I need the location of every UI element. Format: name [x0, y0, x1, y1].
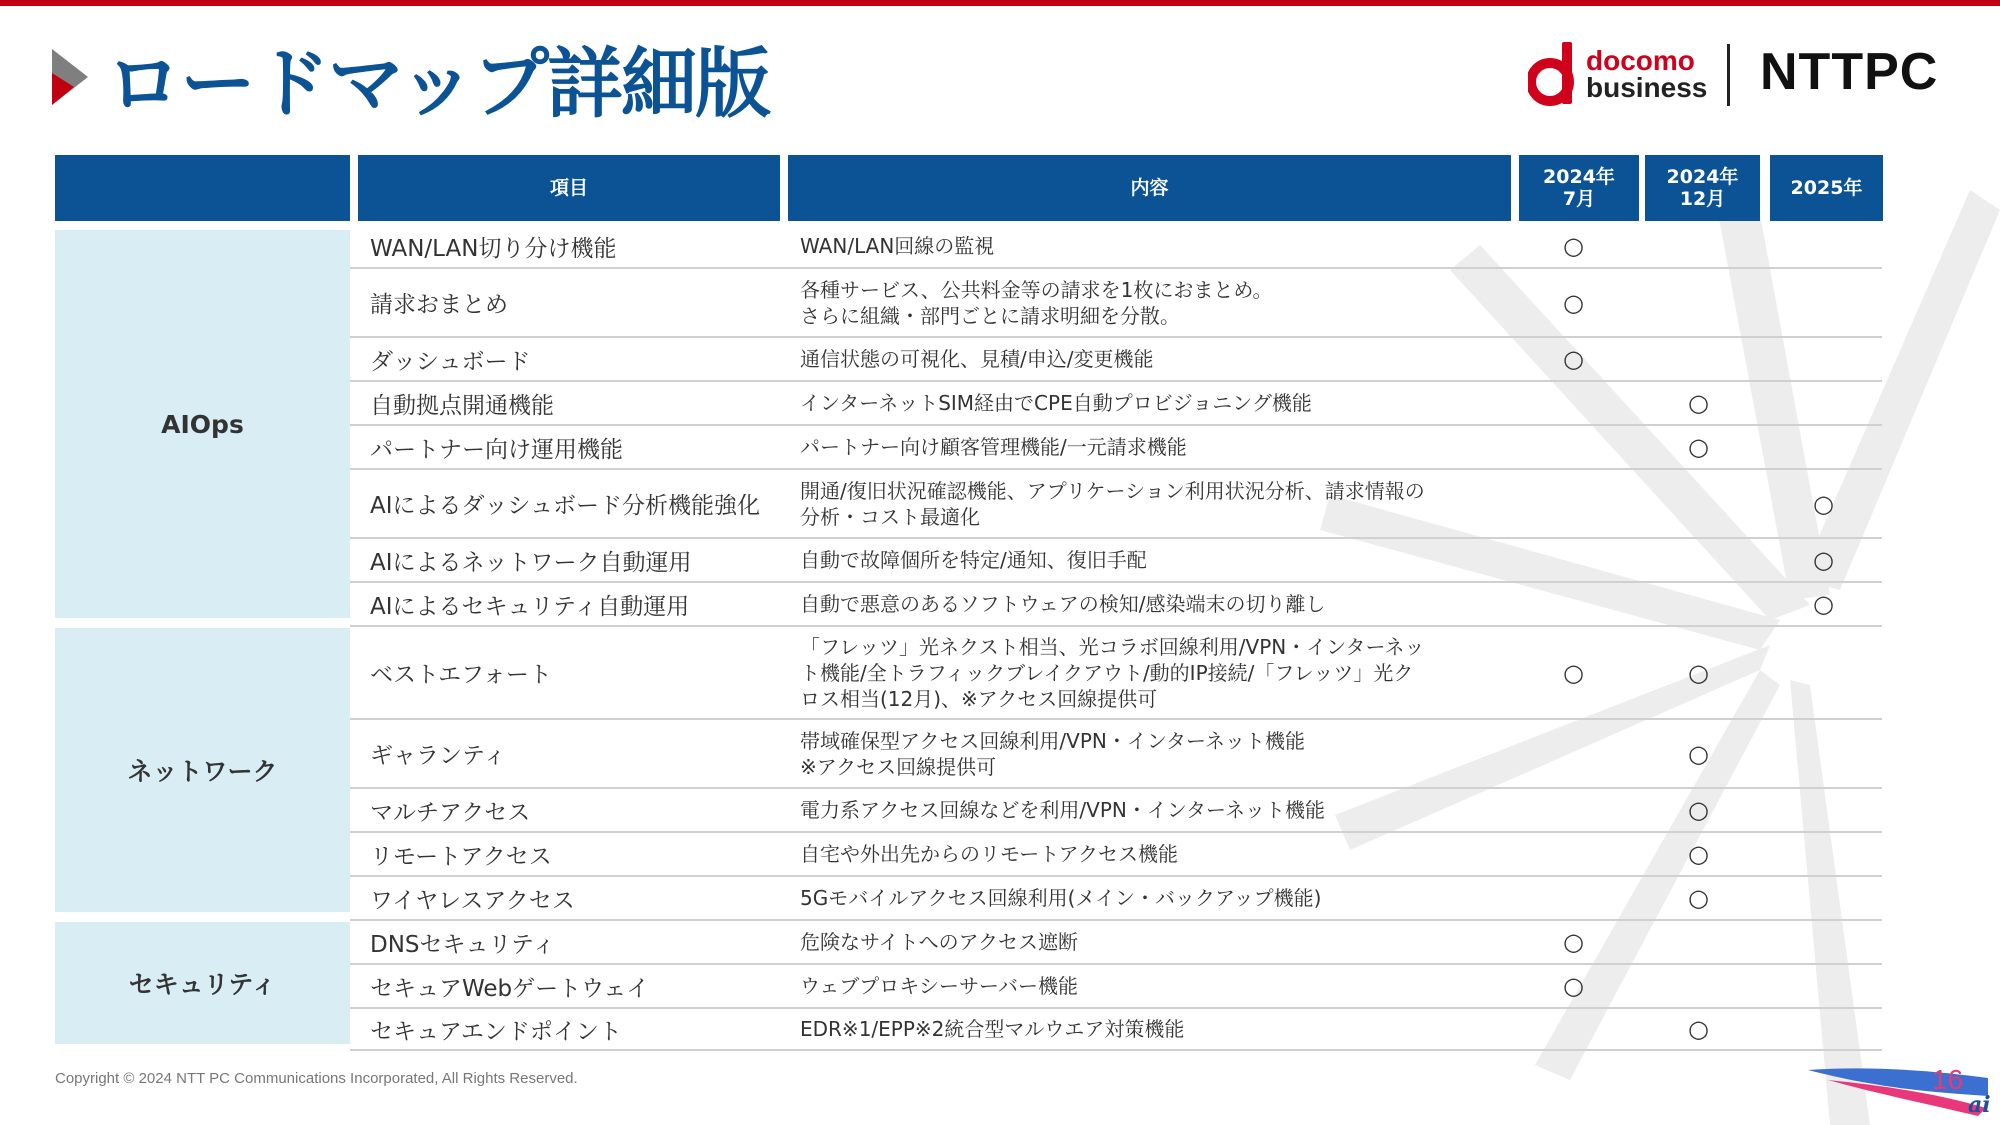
- table-row: [350, 833, 1882, 877]
- table-row: [350, 225, 1882, 269]
- mark-2024-jul: [1511, 382, 1636, 424]
- row-content: パートナー向け顧客管理機能/一元請求機能: [800, 435, 1187, 459]
- table-row: [350, 877, 1882, 921]
- mark-2024-dec: ○: [1688, 1015, 1709, 1043]
- row-content: 自動で故障個所を特定/通知、復旧手配: [800, 548, 1147, 572]
- table-row: [350, 269, 1882, 338]
- mark-2025: ○: [1813, 489, 1834, 518]
- row-item: ワイヤレスアクセス: [370, 887, 575, 914]
- mark-2025: [1761, 426, 1886, 468]
- logo-docomo-text: docomo: [1586, 45, 1695, 76]
- table-row: [350, 1009, 1882, 1051]
- mark-2024-dec: [1636, 921, 1761, 963]
- row-item: ベストエフォート: [370, 662, 552, 688]
- header-2024-jul: 2024年 7月: [1519, 155, 1639, 221]
- mark-2024-dec: [1636, 539, 1761, 581]
- mark-2024-dec: [1636, 470, 1761, 537]
- page-title: ロードマップ詳細版: [106, 38, 769, 128]
- mark-2024-dec: ○: [1688, 433, 1709, 461]
- mark-2024-dec: [1636, 269, 1761, 336]
- mark-2024-jul: [1511, 720, 1636, 787]
- mark-2024-jul: ○: [1563, 658, 1584, 687]
- mark-2024-jul: [1511, 426, 1636, 468]
- mark-2024-dec: ○: [1688, 658, 1709, 687]
- row-item: WAN/LAN切り分け機能: [370, 235, 617, 262]
- mark-2025: ○: [1813, 546, 1834, 574]
- header-item: 項目: [358, 155, 780, 221]
- mark-2025: [1761, 269, 1886, 336]
- mark-2024-jul: [1511, 789, 1636, 831]
- row-content: 自宅や外出先からのリモートアクセス機能: [800, 842, 1178, 866]
- row-item: セキュアエンドポイント: [370, 1018, 622, 1045]
- row-content: 「フレッツ」光ネクスト相当、光コラボ回線利用/VPN・インターネッ ト機能/全トラフィックブレイクアウト/動的IP接続/「フレッツ」光ク ロス相当(12月)、※アクセス回線提供可: [800, 634, 1425, 711]
- row-item: AIによるセキュリティ自動運用: [370, 593, 690, 620]
- logo-divider: [1727, 44, 1730, 106]
- row-content: 5Gモバイルアクセス回線利用(メイン・バックアップ機能): [800, 886, 1322, 910]
- mark-2025: [1761, 382, 1886, 424]
- mark-2024-jul: [1511, 539, 1636, 581]
- table-row: [350, 921, 1882, 965]
- row-item: AIによるダッシュボード分析機能強化: [370, 493, 761, 519]
- row-content: 電力系アクセス回線などを利用/VPN・インターネット機能: [800, 798, 1326, 822]
- mark-2024-jul: [1511, 833, 1636, 875]
- mark-2024-jul: ○: [1563, 345, 1584, 373]
- table-row: [350, 382, 1882, 426]
- mark-2024-dec: [1636, 583, 1761, 625]
- mark-2024-dec: [1636, 225, 1761, 267]
- top-accent-bar: [0, 0, 2000, 6]
- mark-2024-dec: ○: [1688, 739, 1709, 768]
- mark-2024-dec: ○: [1688, 389, 1709, 417]
- page-number: 16: [1932, 1064, 1964, 1095]
- row-content: 自動で悪意のあるソフトウェアの検知/感染端末の切り離し: [800, 592, 1326, 616]
- mark-2025: [1761, 965, 1886, 1007]
- table-row: [350, 789, 1882, 833]
- mark-2025: [1761, 877, 1886, 919]
- row-item: 請求おまとめ: [370, 292, 508, 318]
- mark-2025: [1761, 789, 1886, 831]
- row-content: WAN/LAN回線の監視: [800, 234, 995, 258]
- mark-2024-jul: ○: [1563, 972, 1584, 1000]
- table-row: [350, 426, 1882, 470]
- table-row: [350, 720, 1882, 789]
- mark-2024-jul: [1511, 583, 1636, 625]
- mark-2025: [1761, 627, 1886, 718]
- mark-2025: [1761, 1009, 1886, 1049]
- table-row: [350, 539, 1882, 583]
- row-item: パートナー向け運用機能: [370, 436, 623, 463]
- docomo-business-logo: [1528, 42, 1707, 106]
- row-content: 開通/復旧状況確認機能、アプリケーション利用状況分析、請求情報の 分析・コスト最適化: [800, 478, 1425, 529]
- header-content: 内容: [788, 155, 1511, 221]
- row-content: 通信状態の可視化、見積/申込/変更機能: [800, 347, 1154, 371]
- mark-2024-jul: ○: [1563, 288, 1584, 317]
- table-row: [350, 338, 1882, 382]
- row-item: AIによるネットワーク自動運用: [370, 549, 692, 576]
- table-row: [350, 627, 1882, 720]
- mark-2024-dec: ○: [1688, 840, 1709, 868]
- header-category: [55, 155, 350, 221]
- row-content: EDR※1/EPP※2統合型マルウエア対策機能: [800, 1017, 1185, 1041]
- mark-2025: ○: [1813, 590, 1834, 618]
- row-item: ギャランティ: [370, 743, 507, 769]
- row-content: インターネットSIM経由でCPE自動プロビジョニング機能: [800, 391, 1312, 415]
- category-aiops: AIOps: [55, 230, 350, 618]
- mark-2025: [1761, 720, 1886, 787]
- header-2025: 2025年: [1770, 155, 1883, 221]
- row-content: 危険なサイトへのアクセス遮断: [800, 930, 1078, 954]
- mark-2025: [1761, 338, 1886, 380]
- row-item: マルチアクセス: [370, 799, 531, 826]
- title-block: [52, 32, 769, 128]
- row-item: リモートアクセス: [370, 843, 552, 870]
- row-item: DNSセキュリティ: [370, 931, 556, 958]
- mark-2024-jul: [1511, 1009, 1636, 1049]
- mark-2024-dec: [1636, 338, 1761, 380]
- mark-2024-dec: [1636, 965, 1761, 1007]
- row-content: 各種サービス、公共料金等の請求を1枚におまとめ。 さらに組織・部門ごとに請求明細を分散。: [800, 277, 1273, 328]
- mark-2024-jul: ○: [1563, 232, 1584, 260]
- logo-business-text: business: [1586, 72, 1708, 103]
- nttpc-logo: NTTPC: [1760, 43, 1939, 101]
- play-arrow-icon: [52, 49, 88, 105]
- category-security: セキュリティ: [55, 922, 350, 1044]
- row-item: ダッシュボード: [370, 348, 531, 375]
- mark-2024-jul: [1511, 470, 1636, 537]
- mark-2024-dec: ○: [1688, 884, 1709, 912]
- table-row: [350, 583, 1882, 627]
- table-row: [350, 470, 1882, 539]
- mark-2025: [1761, 833, 1886, 875]
- header-2024-dec: 2024年 12月: [1645, 155, 1760, 221]
- row-content: 帯域確保型アクセス回線利用/VPN・インターネット機能 ※アクセス回線提供可: [800, 728, 1306, 779]
- copyright-footer: Copyright © 2024 NTT PC Communications Incorporated, All Rights Reserved.: [55, 1070, 578, 1087]
- table-row: [350, 965, 1882, 1009]
- mark-2024-jul: [1511, 877, 1636, 919]
- mark-2025: [1761, 921, 1886, 963]
- row-item: セキュアWebゲートウェイ: [370, 975, 650, 1002]
- category-network: ネットワーク: [55, 628, 350, 912]
- row-item: 自動拠点開通機能: [370, 392, 554, 419]
- docomo-d-icon: [1528, 42, 1578, 106]
- row-content: ウェブプロキシーサーバー機能: [800, 974, 1078, 998]
- mark-2025: [1761, 225, 1886, 267]
- ai-corner-mark: ai: [1968, 1092, 1991, 1118]
- mark-2024-jul: ○: [1563, 928, 1584, 956]
- mark-2024-dec: ○: [1688, 796, 1709, 824]
